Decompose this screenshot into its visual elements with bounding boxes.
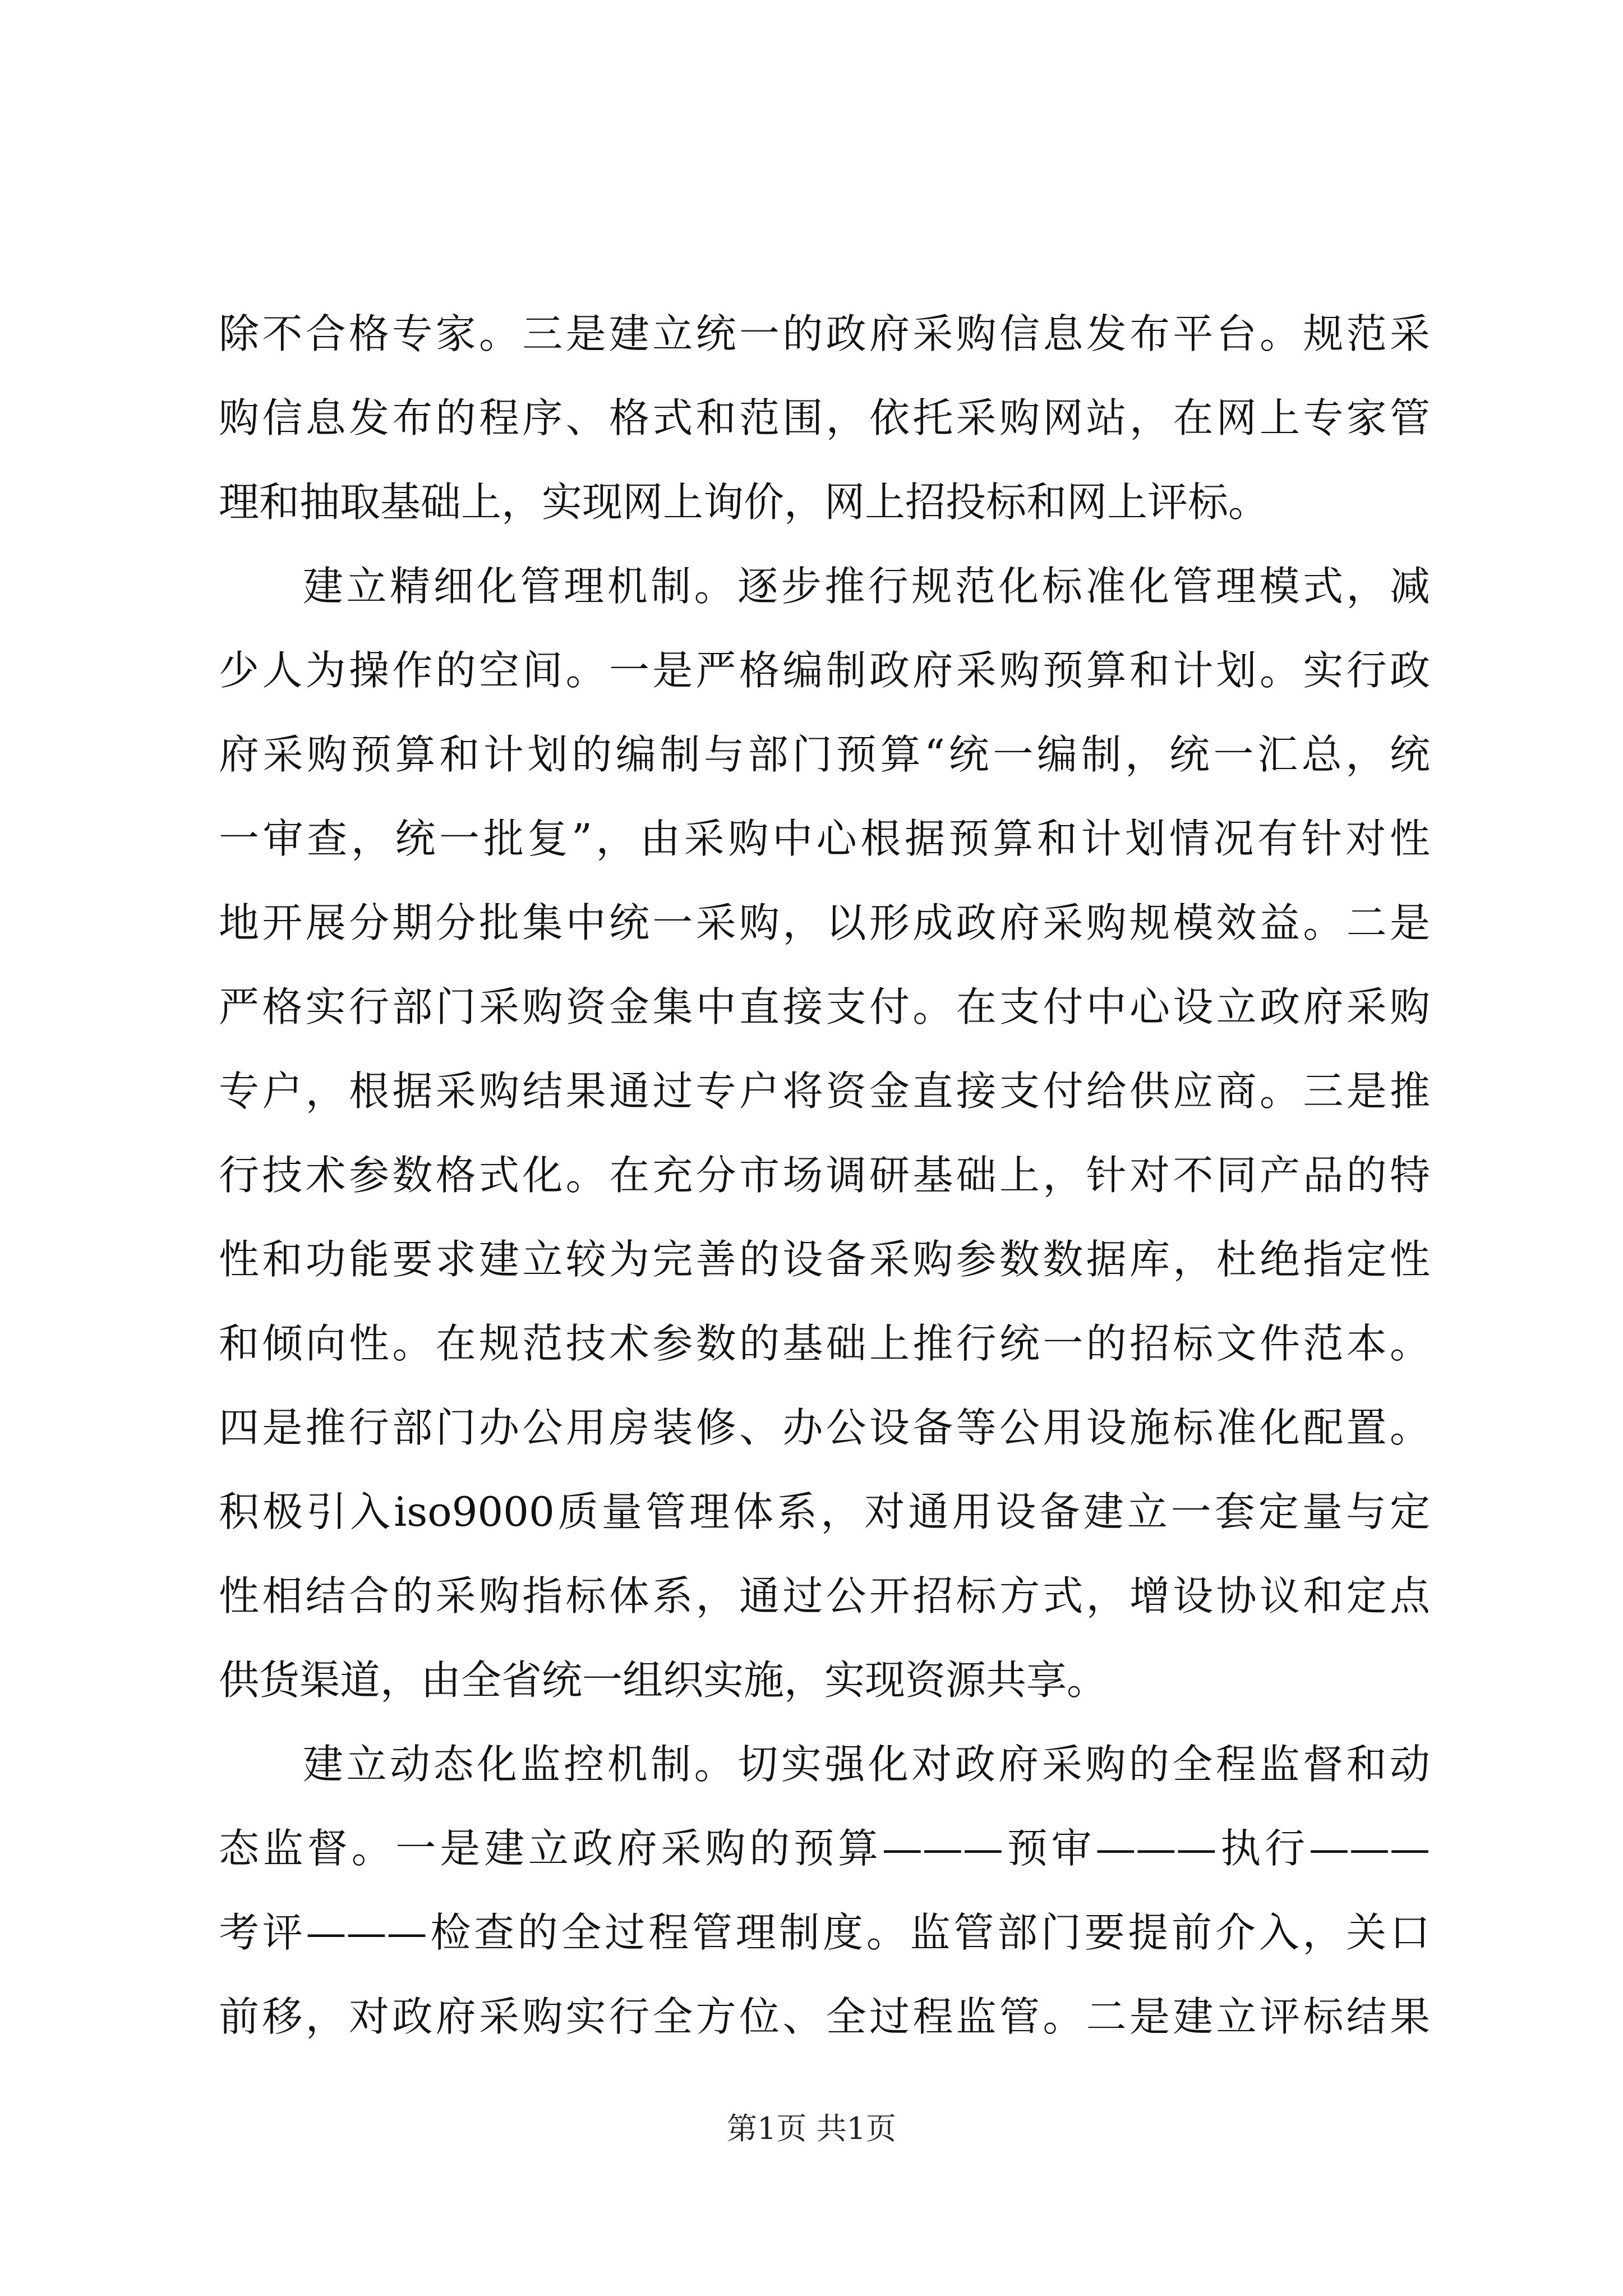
paragraph-line: 少人为操作的空间。一是严格编制政府采购预算和计划。实行政 — [219, 647, 1430, 694]
paragraph-line: 和倾向性。在规范技术参数的基础上推行统一的招标文件范本。 — [219, 1320, 1430, 1367]
paragraph-line: 供货渠道，由全省统一组织实施，实现资源共享。 — [219, 1657, 1108, 1704]
paragraph-line: 性相结合的采购指标体系，通过公开招标方式，增设协议和定点 — [219, 1572, 1430, 1619]
paragraph-line: 一审查，统一批复”，由采购中心根据预算和计划情况有针对性 — [219, 815, 1430, 862]
paragraph-line: 建立动态化监控机制。切实强化对政府采购的全程监督和动 — [303, 1741, 1430, 1788]
paragraph-line: 除不合格专家。三是建立统一的政府采购信息发布平台。规范采 — [219, 310, 1430, 357]
paragraph-line: 性和功能要求建立较为完善的设备采购参数数据库，杜绝指定性 — [219, 1236, 1430, 1283]
paragraph-line: 建立精细化管理机制。逐步推行规范化标准化管理模式，减 — [303, 563, 1430, 610]
paragraph-line: 行技术参数格式化。在充分市场调研基础上，针对不同产品的特 — [219, 1152, 1430, 1199]
paragraph-line: 理和抽取基础上，实现网上询价，网上招投标和网上评标。 — [219, 478, 1269, 526]
paragraph-line: 积极引入iso9000质量管理体系，对通用设备建立一套定量与定 — [219, 1488, 1430, 1535]
paragraph-line: 四是推行部门办公用房装修、办公设备等公用设施标准化配置。 — [219, 1404, 1430, 1451]
paragraph-line: 考评———检查的全过程管理制度。监管部门要提前介入，关口 — [219, 1909, 1430, 1956]
paragraph-line: 地开展分期分批集中统一采购，以形成政府采购规模效益。二是 — [219, 899, 1430, 946]
paragraph-line: 严格实行部门采购资金集中直接支付。在支付中心设立政府采购 — [219, 983, 1430, 1030]
paragraph-line: 府采购预算和计划的编制与部门预算“统一编制，统一汇总，统 — [219, 731, 1430, 778]
paragraph-line: 专户，根据采购结果通过专户将资金直接支付给供应商。三是推 — [219, 1068, 1430, 1115]
paragraph-line: 态监督。一是建立政府采购的预算———预审———执行——— — [219, 1825, 1430, 1872]
page-number-footer: 第1页 共1页 — [727, 2111, 896, 2146]
paragraph-line: 购信息发布的程序、格式和范围，依托采购网站，在网上专家管 — [219, 394, 1430, 441]
paragraph-line: 前移，对政府采购实行全方位、全过程监管。二是建立评标结果 — [219, 1993, 1430, 2040]
